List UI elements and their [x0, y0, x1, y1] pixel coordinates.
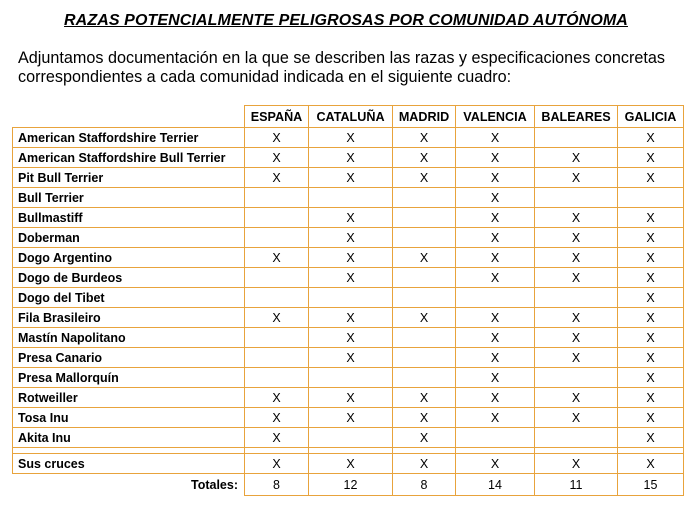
mark-cell: X [309, 308, 393, 328]
mark-cell: X [535, 268, 618, 288]
mark-cell: X [618, 328, 684, 348]
mark-cell: X [618, 288, 684, 308]
total-value: 15 [618, 474, 684, 496]
table-row [13, 268, 684, 288]
mark-cell: X [618, 388, 684, 408]
mark-cell: X [618, 408, 684, 428]
mark-cell [393, 228, 456, 248]
mark-cell: X [393, 428, 456, 448]
mark-cell [456, 288, 535, 308]
mark-cell: X [309, 388, 393, 408]
breed-name: Doberman [13, 228, 245, 248]
column-header: VALENCIA [456, 106, 535, 128]
mark-cell [393, 348, 456, 368]
breed-name: American Staffordshire Bull Terrier [13, 148, 245, 168]
column-header: ESPAÑA [245, 106, 309, 128]
breeds-table [12, 105, 684, 496]
mark-cell: X [456, 168, 535, 188]
intro-paragraph [18, 49, 683, 87]
mark-cell: X [618, 348, 684, 368]
table-row [13, 248, 684, 268]
column-header: BALEARES [535, 106, 618, 128]
mark-cell: X [309, 148, 393, 168]
column-header: CATALUÑA [309, 106, 393, 128]
mark-cell: X [309, 408, 393, 428]
table-header-row [13, 106, 684, 128]
mark-cell [245, 208, 309, 228]
mark-cell: X [456, 388, 535, 408]
mark-cell: X [456, 368, 535, 388]
mark-cell: X [618, 248, 684, 268]
mark-cell: X [245, 308, 309, 328]
mark-cell: X [618, 268, 684, 288]
mark-cell [245, 368, 309, 388]
breed-name: Akita Inu [13, 428, 245, 448]
breed-name: Dogo de Burdeos [13, 268, 245, 288]
mark-cell: X [456, 454, 535, 474]
mark-cell [535, 288, 618, 308]
mark-cell [245, 268, 309, 288]
mark-cell [245, 328, 309, 348]
crosses-row [13, 454, 684, 474]
mark-cell: X [309, 208, 393, 228]
mark-cell: X [456, 148, 535, 168]
mark-cell [393, 288, 456, 308]
mark-cell: X [245, 408, 309, 428]
breed-name: Sus cruces [13, 454, 245, 474]
mark-cell: X [535, 248, 618, 268]
mark-cell: X [309, 328, 393, 348]
mark-cell [456, 428, 535, 448]
column-header: MADRID [393, 106, 456, 128]
mark-cell: X [245, 428, 309, 448]
mark-cell: X [245, 248, 309, 268]
mark-cell: X [535, 348, 618, 368]
intro-line-2: correspondientes a cada comunidad indicada en el siguiente cuadro: [18, 68, 512, 86]
table-row [13, 408, 684, 428]
mark-cell: X [456, 268, 535, 288]
mark-cell: X [535, 228, 618, 248]
mark-cell: X [618, 228, 684, 248]
document-title: RAZAS POTENCIALMENTE PELIGROSAS POR COMUNIDAD AUTÓNOMA [64, 12, 628, 29]
table-row [13, 308, 684, 328]
table-row [13, 388, 684, 408]
total-value: 12 [309, 474, 393, 496]
mark-cell: X [456, 308, 535, 328]
breed-rows [13, 128, 684, 448]
mark-cell: X [393, 454, 456, 474]
breed-name: Mastín Napolitano [13, 328, 245, 348]
mark-cell: X [245, 128, 309, 148]
mark-cell: X [618, 454, 684, 474]
mark-cell: X [618, 368, 684, 388]
mark-cell: X [393, 128, 456, 148]
mark-cell: X [245, 454, 309, 474]
mark-cell: X [309, 454, 393, 474]
mark-cell: X [456, 348, 535, 368]
totals-label: Totales: [191, 477, 238, 492]
mark-cell: X [309, 248, 393, 268]
mark-cell [535, 428, 618, 448]
mark-cell [245, 228, 309, 248]
breed-name: Presa Mallorquín [13, 368, 245, 388]
mark-cell: X [618, 428, 684, 448]
breed-name: Bull Terrier [13, 188, 245, 208]
breed-name: Fila Brasileiro [13, 308, 245, 328]
breed-name: Bullmastiff [13, 208, 245, 228]
mark-cell: X [393, 148, 456, 168]
mark-cell: X [245, 388, 309, 408]
mark-cell: X [393, 248, 456, 268]
table-row [13, 188, 684, 208]
mark-cell: X [535, 308, 618, 328]
intro-line-1: Adjuntamos documentación en la que se describen las razas y especificaciones concretas [18, 49, 665, 67]
mark-cell: X [618, 148, 684, 168]
table-row [13, 348, 684, 368]
mark-cell [393, 328, 456, 348]
mark-cell [618, 188, 684, 208]
table-row [13, 328, 684, 348]
total-value: 8 [393, 474, 456, 496]
mark-cell: X [618, 168, 684, 188]
mark-cell: X [456, 248, 535, 268]
mark-cell [309, 368, 393, 388]
mark-cell [393, 268, 456, 288]
breed-name: Dogo del Tibet [13, 288, 245, 308]
mark-cell [535, 188, 618, 208]
table-row [13, 208, 684, 228]
total-value: 11 [535, 474, 618, 496]
mark-cell [309, 288, 393, 308]
mark-cell: X [456, 208, 535, 228]
mark-cell: X [309, 128, 393, 148]
header-empty-cell [13, 106, 245, 128]
breed-name: Rotweiller [13, 388, 245, 408]
mark-cell [535, 368, 618, 388]
breed-name: Pit Bull Terrier [13, 168, 245, 188]
mark-cell: X [535, 208, 618, 228]
mark-cell: X [245, 148, 309, 168]
column-header: GALICIA [618, 106, 684, 128]
mark-cell [535, 128, 618, 148]
total-value: 14 [456, 474, 535, 496]
mark-cell: X [535, 328, 618, 348]
mark-cell: X [245, 168, 309, 188]
mark-cell: X [618, 208, 684, 228]
mark-cell: X [618, 308, 684, 328]
mark-cell: X [309, 228, 393, 248]
mark-cell [309, 428, 393, 448]
table-row [13, 368, 684, 388]
table-row [13, 288, 684, 308]
mark-cell: X [535, 168, 618, 188]
table-row [13, 148, 684, 168]
breed-name: Presa Canario [13, 348, 245, 368]
breed-name: Tosa Inu [13, 408, 245, 428]
table-row [13, 168, 684, 188]
mark-cell [309, 188, 393, 208]
mark-cell: X [535, 148, 618, 168]
total-value: 8 [245, 474, 309, 496]
totals-row [13, 474, 684, 496]
mark-cell: X [456, 188, 535, 208]
mark-cell: X [618, 128, 684, 148]
table-row [13, 128, 684, 148]
mark-cell [393, 368, 456, 388]
mark-cell [393, 208, 456, 228]
mark-cell: X [393, 168, 456, 188]
mark-cell [245, 348, 309, 368]
mark-cell: X [393, 408, 456, 428]
mark-cell: X [393, 308, 456, 328]
mark-cell: X [309, 168, 393, 188]
mark-cell: X [456, 228, 535, 248]
breed-name: Dogo Argentino [13, 248, 245, 268]
breed-name: American Staffordshire Terrier [13, 128, 245, 148]
mark-cell: X [309, 348, 393, 368]
table-row [13, 428, 684, 448]
mark-cell: X [456, 328, 535, 348]
table-row [13, 228, 684, 248]
mark-cell [393, 188, 456, 208]
mark-cell: X [309, 268, 393, 288]
mark-cell: X [535, 388, 618, 408]
mark-cell: X [456, 408, 535, 428]
mark-cell: X [535, 454, 618, 474]
mark-cell [245, 188, 309, 208]
mark-cell: X [535, 408, 618, 428]
mark-cell: X [393, 388, 456, 408]
mark-cell [245, 288, 309, 308]
mark-cell: X [456, 128, 535, 148]
